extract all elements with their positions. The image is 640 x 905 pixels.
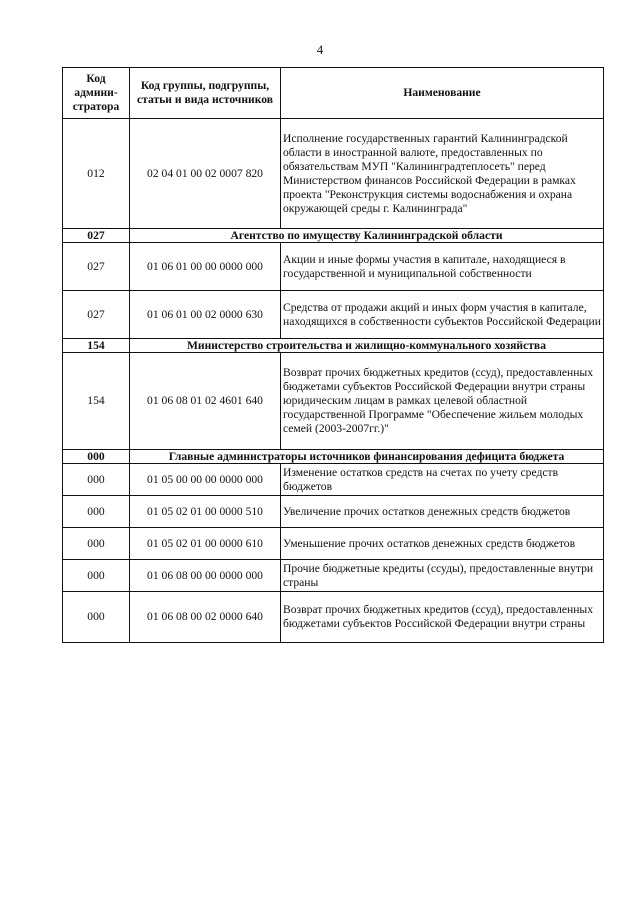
section-admin-code: 000 (63, 450, 130, 464)
source-name-cell: Уменьшение прочих остатков денежных средств бюджетов (281, 528, 604, 560)
source-code-cell: 02 04 01 00 02 0007 820 (130, 119, 281, 229)
admin-code-cell: 154 (63, 353, 130, 450)
source-code-cell: 01 06 01 00 00 0000 000 (130, 243, 281, 291)
section-row (63, 229, 604, 243)
source-name-cell: Изменение остатков средств на счетах по учету средств бюджетов (281, 464, 604, 496)
sources-table (62, 67, 604, 643)
table-row (63, 119, 604, 229)
source-code-cell: 01 06 08 00 02 0000 640 (130, 592, 281, 643)
table-row (63, 592, 604, 643)
section-title: Главные администраторы источников финансирования дефицита бюджета (130, 450, 604, 464)
header-name: Наименование (281, 68, 604, 119)
source-name-cell: Исполнение государственных гарантий Калининградской области в иностранной валюте, предоставленных по обязательствам МУП "Калининградтеплосеть" перед Министерством финансов Российской Федерации в рамках проекта "Реконструкция системы водоснабжения и охрана окружающей среды г. Калининграда" (281, 119, 604, 229)
table-header-row (63, 68, 604, 119)
source-code-cell: 01 06 08 01 02 4601 640 (130, 353, 281, 450)
admin-code-cell: 012 (63, 119, 130, 229)
page-number: 4 (316, 42, 324, 57)
section-row (63, 339, 604, 353)
source-code-cell: 01 06 01 00 02 0000 630 (130, 291, 281, 339)
admin-code-cell: 000 (63, 464, 130, 496)
section-title: Министерство строительства и жилищно-коммунального хозяйства (130, 339, 604, 353)
admin-code-cell: 000 (63, 528, 130, 560)
admin-code-cell: 000 (63, 560, 130, 592)
source-name-cell: Прочие бюджетные кредиты (ссуды), предоставленные внутри страны (281, 560, 604, 592)
admin-code-cell: 000 (63, 496, 130, 528)
source-code-cell: 01 05 02 01 00 0000 610 (130, 528, 281, 560)
section-title: Агентство по имуществу Калининградской области (130, 229, 604, 243)
admin-code-cell: 027 (63, 243, 130, 291)
table-row (63, 353, 604, 450)
table-row (63, 243, 604, 291)
source-name-cell: Акции и иные формы участия в капитале, находящиеся в государственной и муниципальной собственности (281, 243, 604, 291)
source-name-cell: Увеличение прочих остатков денежных средств бюджетов (281, 496, 604, 528)
admin-code-cell: 000 (63, 592, 130, 643)
table-row (63, 496, 604, 528)
section-admin-code: 027 (63, 229, 130, 243)
source-name-cell: Возврат прочих бюджетных кредитов (ссуд), предоставленных бюджетами субъектов Российской Федерации внутри страны (281, 592, 604, 643)
source-name-cell: Средства от продажи акций и иных форм участия в капитале, находящихся в собственности субъектов Российской Федерации (281, 291, 604, 339)
table-row (63, 291, 604, 339)
section-row (63, 450, 604, 464)
table-row (63, 528, 604, 560)
source-name-cell: Возврат прочих бюджетных кредитов (ссуд), предоставленных бюджетами субъектов Российской Федерации внутри страны юридическим лицам в рамках целевой областной государственной Программе "Обеспечение жильем молодых семей (2003-2007гг.)" (281, 353, 604, 450)
table-row (63, 464, 604, 496)
admin-code-cell: 027 (63, 291, 130, 339)
source-code-cell: 01 05 02 01 00 0000 510 (130, 496, 281, 528)
source-code-cell: 01 05 00 00 00 0000 000 (130, 464, 281, 496)
table-row (63, 560, 604, 592)
section-admin-code: 154 (63, 339, 130, 353)
source-code-cell: 01 06 08 00 00 0000 000 (130, 560, 281, 592)
header-admin-code: Код админи-стратора (63, 68, 130, 119)
header-group-code: Код группы, подгруппы, статьи и вида источников (130, 68, 281, 119)
